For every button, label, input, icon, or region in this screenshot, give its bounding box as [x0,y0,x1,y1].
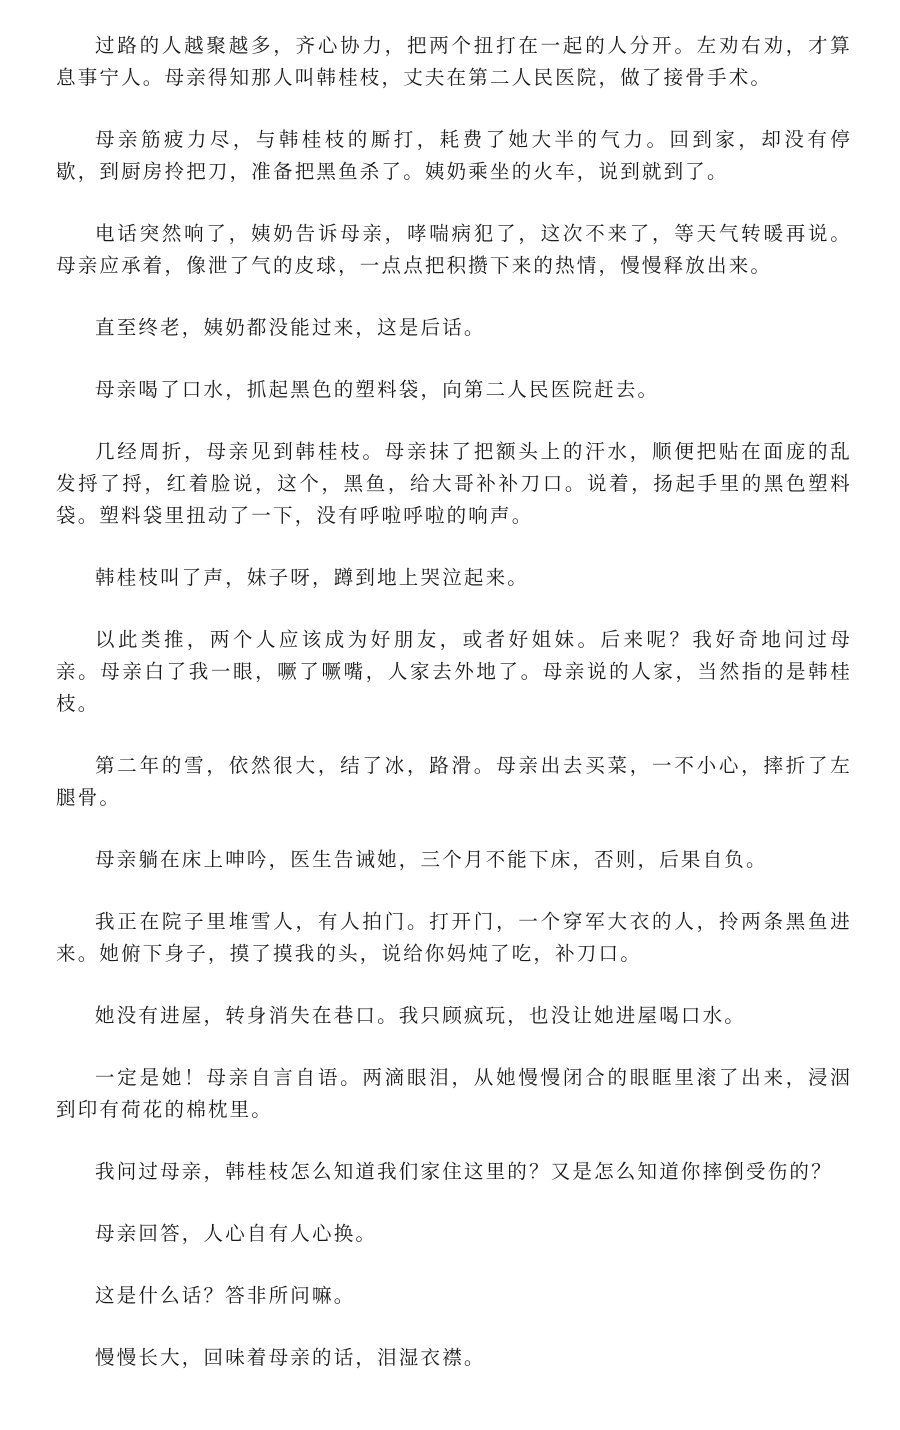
paragraph-9: 第二年的雪，依然很大，结了冰，路滑。母亲出去买菜，一不小心，摔折了左腿骨。 [56,754,852,809]
paragraph-12: 她没有进屋，转身消失在巷口。我只顾疯玩，也没让她进屋喝口水。 [95,1004,747,1027]
paragraph-11: 我正在院子里堆雪人，有人拍门。打开门，一个穿军大衣的人，拎两条黑鱼进来。她俯下身子，摸了摸我的头，说给你妈炖了吃，补刀口。 [56,910,852,965]
paragraph-7: 韩桂枝叫了声，妹子呀，蹲到地上哭泣起来。 [95,566,530,589]
paragraph-8: 以此类推，两个人应该成为好朋友，或者好姐妹。后来呢？我好奇地问过母亲。母亲白了我一眼，噘了噘嘴，人家去外地了。母亲说的人家，当然指的是韩桂枝。 [56,628,852,715]
paragraph-6: 几经周折，母亲见到韩桂枝。母亲抹了把额头上的汗水，顺便把贴在面庞的乱发捋了捋，红着脸说，这个，黑鱼，给大哥补补刀口。说着，扬起手里的黑色塑料袋。塑料袋里扭动了一下，没有呼啦呼啦的响声。 [56,440,852,527]
paragraph-14: 我问过母亲，韩桂枝怎么知道我们家住这里的？又是怎么知道你摔倒受伤的？ [95,1160,833,1183]
paragraph-1: 过路的人越聚越多，齐心协力，把两个扭打在一起的人分开。左劝右劝，才算息事宁人。母亲得知那人叫韩桂枝，丈夫在第二人民医院，做了接骨手术。 [56,34,852,89]
paragraph-5: 母亲喝了口水，抓起黑色的塑料袋，向第二人民医院赶去。 [95,378,660,401]
paragraph-13: 一定是她！母亲自言自语。两滴眼泪，从她慢慢闭合的眼眶里滚了出来，浸洇到印有荷花的棉枕里。 [56,1066,852,1121]
story-text [56,30,852,1374]
paragraph-3: 电话突然响了，姨奶告诉母亲，哮喘病犯了，这次不来了，等天气转暖再说。母亲应承着，像泄了气的皮球，一点点把积攒下来的热情，慢慢释放出来。 [56,222,852,277]
paragraph-10: 母亲躺在床上呻吟，医生告诫她，三个月不能下床，否则，后果自负。 [95,848,768,871]
paragraph-4: 直至终老，姨奶都没能过来，这是后话。 [95,316,486,339]
paragraph-16: 这是什么话？答非所问嘛。 [95,1284,356,1307]
paragraph-15: 母亲回答，人心自有人心换。 [95,1222,378,1245]
paragraph-17: 慢慢长大，回味着母亲的话，泪湿衣襟。 [95,1346,486,1369]
paragraph-2: 母亲筋疲力尽，与韩桂枝的厮打，耗费了她大半的气力。回到家，却没有停歇，到厨房拎把刀，准备把黑鱼杀了。姨奶乘坐的火车，说到就到了。 [56,128,852,183]
